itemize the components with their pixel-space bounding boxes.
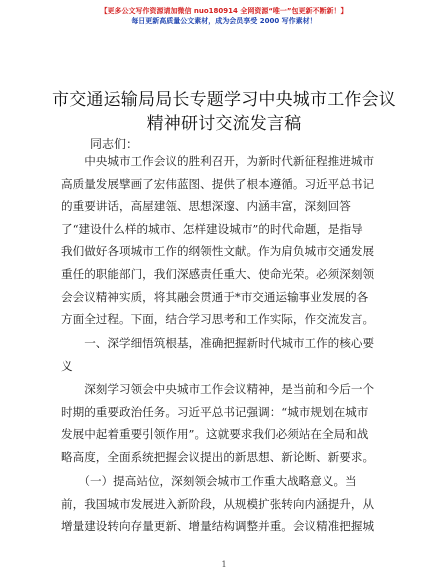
heading-line: 一、深学细悟筑根基，准确把握新时代城市工作的核心要 xyxy=(61,336,375,350)
body-paragraph xyxy=(61,378,403,468)
title-line-2: 精神研讨交流发言稿 xyxy=(146,114,302,134)
text-line: 会会议精神实质，将其融会贯通于*市交通运输事业发展的各 xyxy=(61,289,369,304)
text-line: 增量建设转向存量更新、增量结构调整并重。会议精准把握城 xyxy=(61,519,375,534)
page-number: 1 xyxy=(221,560,227,569)
promo-line-1: 【更多公文写作资源请加微信 nuo180914 全网资源“唯一”包更新不断新！】 xyxy=(100,7,348,15)
document-title xyxy=(0,88,448,136)
text-line: 前，我国城市发展进入新阶段，从规模扩张转向内涵提升，从 xyxy=(61,496,375,511)
text-line: （一）提高站位，深刻领会城市工作重大战略意义。当 xyxy=(61,474,357,488)
text-line: 了“建设什么样的城市、怎样建设城市”的时代命题，是指导 xyxy=(61,221,363,236)
intro-paragraph xyxy=(61,150,403,331)
promo-line-2: 每日更新高质量公文素材，成为会员享受 2000 写作素材！ xyxy=(131,17,317,25)
salutation: 同志们： xyxy=(90,137,139,151)
text-line: 略高度，全面系统把握会议提出的新思想、新论断、新要求。 xyxy=(61,449,375,464)
text-line: 我们做好各项城市工作的纲领性文献。作为肩负城市交通发展 xyxy=(61,244,375,259)
title-line-1: 市交通运输局局长专题学习中央城市工作会议 xyxy=(52,90,396,110)
text-line: 的重要讲话，高屋建瓴、思想深邃、内涵丰富，深刻回答 xyxy=(61,199,351,214)
text-line: 发展中起着重要引领作用”。这就要求我们必须站在全局和战 xyxy=(61,427,369,442)
promo-banner xyxy=(0,6,448,26)
text-line: 方面全过程。下面，结合学习思考和工作实际，作交流发言。 xyxy=(61,312,375,327)
text-line: 时期的重要政治任务。习近平总书记强调：“城市规划在城市 xyxy=(61,404,369,419)
section-heading-1 xyxy=(61,332,403,377)
subsection-paragraph xyxy=(61,470,403,538)
text-line: 高质量发展擘画了宏伟蓝图、提供了根本遵循。习近平总书记 xyxy=(61,176,375,191)
text-line: 中央城市工作会议的胜利召开，为新时代新征程推进城市 xyxy=(61,154,375,168)
text-line: 重任的职能部门，我们深感责任重大、使命光荣。必须深刻领 xyxy=(61,266,375,281)
text-line: 深刻学习领会中央城市工作会议精神，是当前和今后一个 xyxy=(61,382,375,396)
heading-line: 义 xyxy=(61,358,73,373)
